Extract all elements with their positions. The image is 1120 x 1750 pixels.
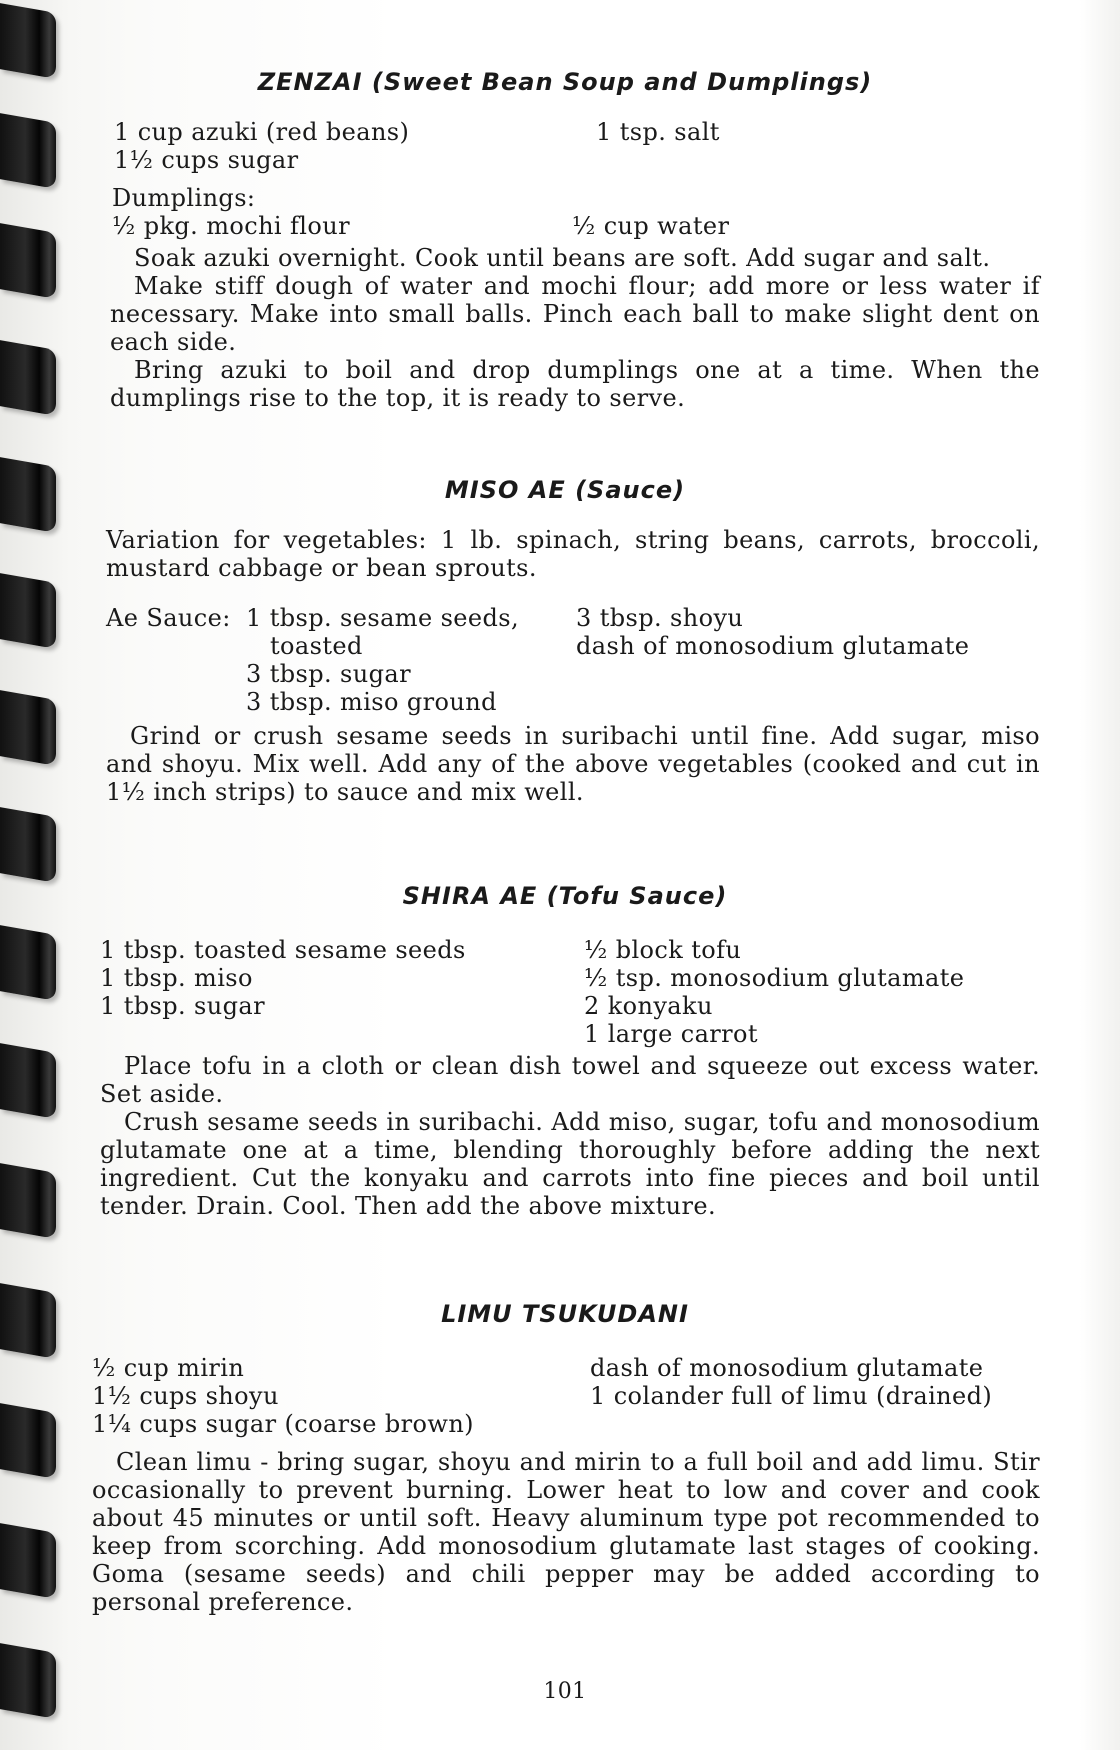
- ingredient-list: [100, 936, 1040, 1048]
- instruction-paragraph: Grind or crush sesame seeds in suribachi until fine. Add sugar, miso and shoyu. Mix well. Add any of the above vegetables (cooked and cut in 1½ inch strips) to sauce and mix well.: [106, 722, 1040, 806]
- recipe-limu-tsukudani: [90, 1298, 1040, 1616]
- spiral-binding: [0, 0, 72, 1750]
- ingredient-list: [90, 118, 1040, 174]
- sauce-ingredients: [106, 604, 1040, 716]
- dumplings-label: Dumplings:: [112, 184, 256, 212]
- ingredient: dash of monosodium glutamate: [590, 1354, 984, 1382]
- variation-note: Variation for vegetables: 1 lb. spinach, string beans, carrots, broccoli, mustard cabbage or bean sprouts.: [106, 526, 1040, 582]
- recipe-content: [90, 50, 1040, 1710]
- recipe-zenzai: [90, 66, 1040, 412]
- instruction-paragraph: Clean limu - bring sugar, shoyu and mirin to a full boil and add limu. Stir occasionally to prevent burning. Lower heat to low and cover and cook about 45 minutes or until soft. Heavy aluminum type pot recommended to keep from scorching. Add monosodium glutamate last stages of cooking. Goma (sesame seeds) and chili pepper may be added according to personal preference.: [92, 1448, 1040, 1616]
- ingredient: 3 tbsp. sugar: [246, 660, 411, 688]
- instruction-paragraph: Crush sesame seeds in suribachi. Add miso, sugar, tofu and monosodium glutamate one at a time, blending thoroughly before adding the next ingredient. Cut the konyaku and carrots into fine pieces and boil until tender. Drain. Cool. Then add the above mixture.: [100, 1108, 1040, 1220]
- page-number: 101: [543, 1679, 587, 1704]
- ingredient: 1 tbsp. miso: [100, 964, 253, 992]
- ingredient: 1 tbsp. toasted sesame seeds: [100, 936, 466, 964]
- ingredient: dash of monosodium glutamate: [576, 632, 970, 660]
- instruction-paragraph: Soak azuki overnight. Cook until beans are soft. Add sugar and salt.: [134, 244, 991, 272]
- ingredient: ½ pkg. mochi flour: [112, 212, 350, 240]
- ingredient: ½ cup water: [572, 212, 730, 240]
- instruction-paragraph: Bring azuki to boil and drop dumplings one at a time. When the dumplings rise to the top, it is ready to serve.: [110, 356, 1040, 412]
- ingredient: 1 large carrot: [584, 1020, 758, 1048]
- ingredient: 1 colander full of limu (drained): [590, 1382, 993, 1410]
- instruction-paragraph: Place tofu in a cloth or clean dish towel and squeeze out excess water. Set aside.: [100, 1052, 1040, 1108]
- ingredient: ½ cup mirin: [92, 1354, 245, 1382]
- recipe-title: ZENZAI (Sweet Bean Soup and Dumplings): [257, 68, 873, 96]
- ingredient: 1¼ cups sugar (coarse brown): [92, 1410, 474, 1438]
- recipe-title: MISO AE (Sauce): [444, 476, 686, 504]
- ingredient: 1½ cups shoyu: [92, 1382, 279, 1410]
- ingredient: 2 konyaku: [584, 992, 713, 1020]
- ingredient: ½ block tofu: [584, 936, 742, 964]
- ingredient: 1 tsp. salt: [596, 118, 720, 146]
- sauce-label: Ae Sauce:: [106, 604, 231, 632]
- ingredient: 3 tbsp. miso ground: [246, 688, 497, 716]
- ingredient: ½ tsp. monosodium glutamate: [584, 964, 965, 992]
- ingredient: 1 tbsp. sugar: [100, 992, 265, 1020]
- ingredient-list: [92, 1354, 1040, 1438]
- ingredient: 1 cup azuki (red beans): [114, 118, 410, 146]
- ingredient: 3 tbsp. shoyu: [576, 604, 744, 632]
- recipe-shira-ae: [90, 880, 1040, 1220]
- ingredient: toasted: [270, 632, 363, 660]
- instruction-paragraph: Make stiff dough of water and mochi flour; add more or less water if necessary. Make into small balls. Pinch each ball to make slight dent on each side.: [110, 272, 1040, 356]
- recipe-title: LIMU TSUKUDANI: [441, 1300, 689, 1328]
- ingredient: 1½ cups sugar: [114, 146, 299, 174]
- ingredient: 1 tbsp. sesame seeds,: [246, 604, 520, 632]
- recipe-miso-ae: [90, 474, 1040, 806]
- recipe-title: SHIRA AE (Tofu Sauce): [402, 882, 728, 910]
